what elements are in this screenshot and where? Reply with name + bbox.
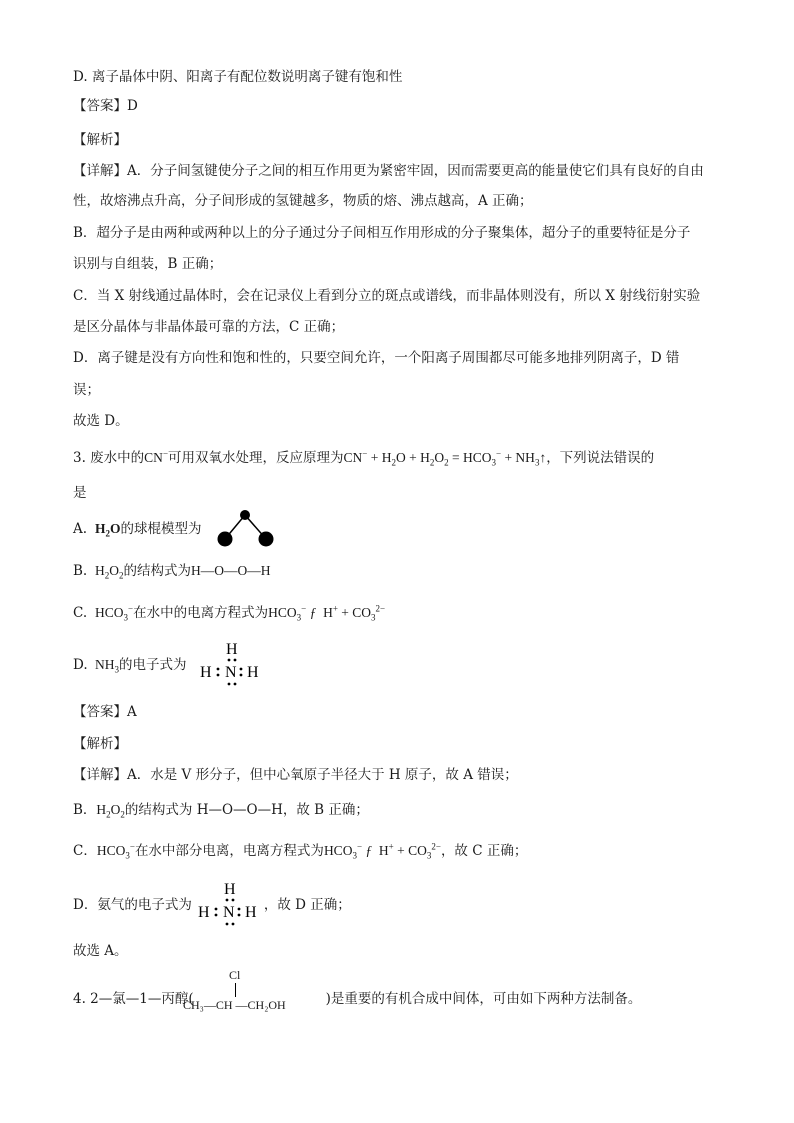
q3-option-c: C. $HCO_3^-$在水中的电离方程式为$HCO_3^-$ ƒ $H^+ + CO_3^{2-}$ [73,603,386,623]
q2-option-d: D. 离子晶体中阴、阳离子有配位数说明离子键有饱和性 [73,69,403,85]
cyanide-formula: CN− [144,448,169,465]
svg-text:N: N [225,664,237,681]
q2-detail-c2: 是区分晶体与非晶体最可靠的方法，C 正确； [73,319,345,335]
water-ball-stick-model [216,508,276,550]
q3-conclusion: 故选 A。 [73,943,128,959]
q2-detail-d1: D．离子键是没有方向性和饱和性的，只要空间允许，一个阳离子周围都尽可能多地排列阴离子，D 错 [73,350,680,366]
q3-option-a: A. $H_2O$的球棍模型为 [73,521,202,539]
q3-detail-d: D．氨气的电子式为 ，故 D 正确； [73,897,351,913]
q3-answer: 【答案】A [73,704,137,720]
q2-analysis-heading: 【解析】 [73,132,127,148]
q2-detail-b1: B．超分子是由两种或两种以上的分子通过分子间相互作用形成的分子聚集体，超分子的重要特征是分子 [73,225,691,241]
q2-answer: 【答案】D [73,98,138,114]
q2-detail-b2: 识别与自组装，B 正确； [73,256,223,272]
q2-conclusion: 故选 D。 [73,413,129,429]
q4-stem: 4. 2—氯—1—丙醇( )是重要的有机合成中间体，可由如下两种方法制备。 [73,991,642,1007]
nh3-formula: $NH_3$ [95,657,119,675]
water-formula: $H_2O$ [95,521,121,539]
svg-text:H: H [226,641,238,658]
q3-detail-b: B．$H_2O_2$的结构式为 H—O—O—H，故 B 正确； [73,802,369,820]
ammonia-electron-dot-formula [198,640,268,692]
q2-detail-c1: C．当 X 射线通过晶体时，会在记录仪上看到分立的斑点或谱线，而非晶体则没有，所以 X 射线衍射实验 [73,288,701,304]
q3-option-b: B. $H_2O_2$的结构式为H—O—O—H [73,563,271,581]
q3-detail-c: C．$HCO_3^-$在水中部分电离，电离方程式为$HCO_3^-$ ƒ $H^+ + CO_3^{2-}$，故 C 正确； [73,841,528,861]
svg-text:H: H [245,904,257,921]
svg-text:H: H [224,881,236,898]
ammonia-electron-dot-formula-detail [196,880,266,932]
h2o2-formula: $H_2O_2$ [95,563,124,581]
bicarbonate-formula-detail: $HCO_3^-$ [96,841,135,861]
svg-text:H: H [200,664,212,681]
q2-detail-d2: 误； [73,382,100,398]
reaction-equation: $CN^- + H_2O + H_2O_2 = HCO_3^-$ + $NH_3↑$ [343,448,547,468]
q3-option-d: D. $NH_3$的电子式为 [73,657,187,675]
chloropropanol-structure: Cl CH₃—CH —CH₂OH [183,968,286,1012]
q2-detail-a1: 【详解】A．分子间氢键使分子之间的相互作用更为紧密牢固，因而需要更高的能量使它们具有良好的自由 [73,163,704,179]
bicarbonate-formula: $HCO_3^-$ [95,603,134,623]
h2o2-formula-detail: $H_2O_2$ [96,802,125,820]
q3-analysis-heading: 【解析】 [73,736,127,752]
ionization-equation-detail: $HCO_3^-$ ƒ $H^+ + CO_3^{2-}$ [323,841,441,861]
svg-text:H: H [198,904,210,921]
ionization-equation: $HCO_3^-$ ƒ $H^+ + CO_3^{2-}$ [268,603,386,623]
svg-text:N: N [223,904,235,921]
svg-text:H: H [247,664,259,681]
q2-detail-a2: 性，故熔沸点升高，分子间形成的氢键越多，物质的熔、沸点越高，A 正确； [73,193,533,209]
q3-detail-a: 【详解】A．水是 V 形分子，但中心氧原子半径大于 H 原子，故 A 错误； [73,767,518,783]
q3-stem-line2: 是 [73,485,87,501]
q3-stem-line1: 3. 废水中的CN−可用双氧水处理，反应原理为$CN^- + H_2O + H_2O_2 = HCO_3^-$ + $NH_3↑$，下列说法错误的 [73,448,655,468]
